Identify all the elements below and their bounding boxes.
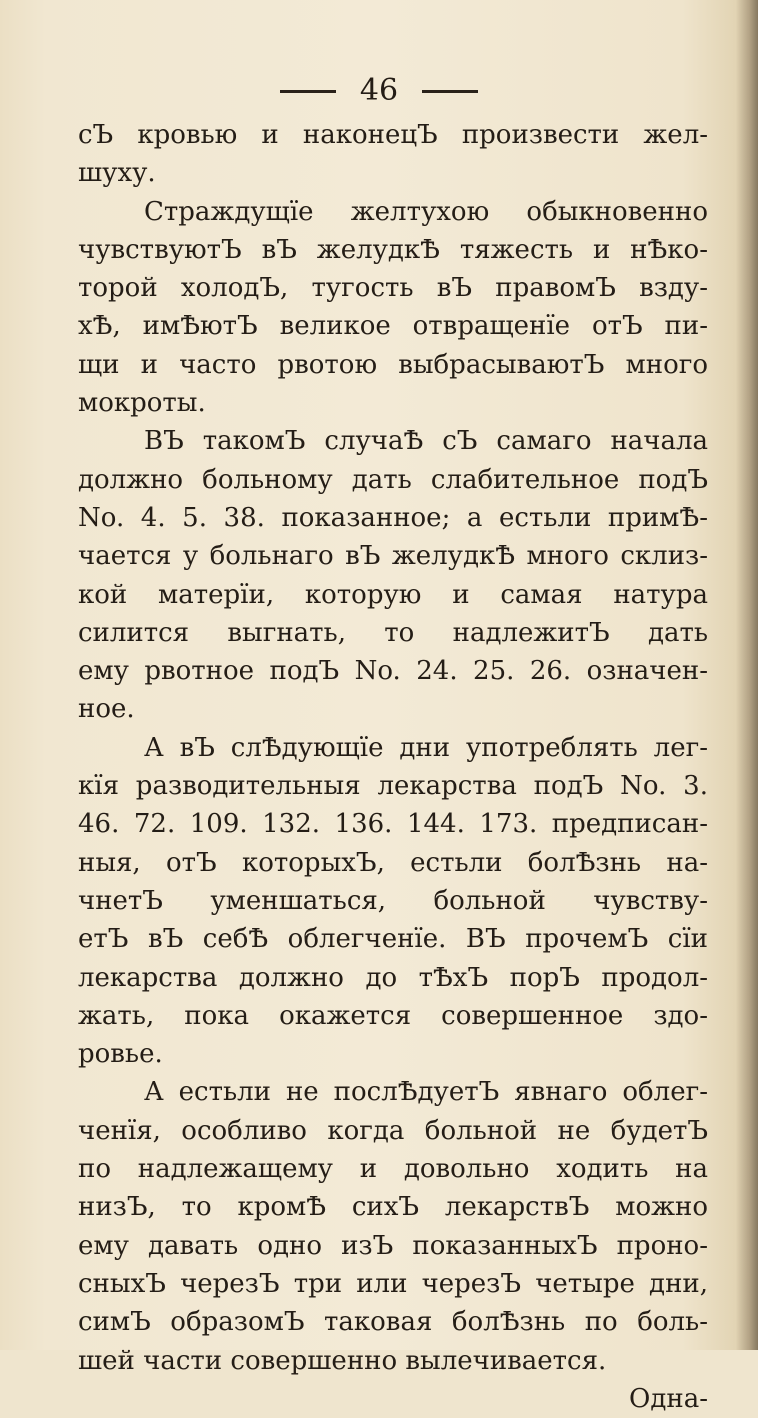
- paragraph-first-line: ВЪ такомЪ случаѢ сЪ самаго начала: [144, 426, 708, 457]
- text-line: чнетЪ уменшаться, больной чувству-: [78, 885, 708, 916]
- text-line: лекарства должно до тѢхЪ порЪ продол-: [78, 962, 708, 993]
- text-line: сныхЪ черезЪ три или черезЪ четыре дни,: [78, 1268, 708, 1299]
- page-number: 46: [359, 73, 399, 108]
- paragraph-first-line: А вЪ слѢдующїе дни употреблять лег-: [144, 732, 708, 763]
- text-line: по надлежащему и довольно ходить на: [78, 1154, 708, 1185]
- text-line: силится выгнать, то надлежитЪ дать: [78, 617, 708, 648]
- text-line: No. 4. 5. 38. показанное; а естьли примѢ-: [78, 502, 708, 533]
- text-line: ему давать одно изЪ показанныхЪ проно-: [78, 1230, 708, 1261]
- header-dash-right: [422, 90, 478, 93]
- text-line: ему рвотное подЪ No. 24. 25. 26. означен-: [78, 656, 708, 687]
- text-line: должно больному дать слабительное подЪ: [78, 464, 708, 495]
- text-line: хѢ, имѢютЪ великое отвращенїе отЪ пи-: [78, 311, 708, 342]
- text-line: жать, пока окажется совершенное здо-: [78, 1000, 708, 1031]
- text-line: шуху.: [78, 158, 156, 189]
- text-line: щи и часто рвотою выбрасываютЪ много: [78, 349, 708, 380]
- text-line: торой холодЪ, тугость вЪ правомЪ взду-: [78, 273, 708, 304]
- text-line: ное.: [78, 694, 135, 725]
- text-line: ныя, отЪ которыхЪ, естьли болѢзнь на-: [78, 847, 708, 878]
- text-line: ченїя, особливо когда больной не будетЪ: [78, 1115, 708, 1146]
- header-dash-left: [280, 90, 336, 93]
- text-line: чувствуютЪ вЪ желудкѢ тяжесть и нѢко-: [78, 234, 708, 265]
- text-line: кой матерїи, которую и самая натура: [78, 579, 708, 610]
- text-line: мокроты.: [78, 388, 206, 419]
- text-line: кїя разводительныя лекарства подЪ No. 3.: [78, 771, 708, 802]
- page-header: [0, 70, 758, 110]
- paragraph-first-line: А естьли не послѢдуетЪ явнаго облег-: [144, 1077, 708, 1108]
- page-gutter-shadow: [736, 0, 758, 1350]
- text-line: симЪ образомЪ таковая болѢзнь по боль-: [78, 1307, 708, 1338]
- text-line: ровье.: [78, 1039, 163, 1070]
- text-line: 46. 72. 109. 132. 136. 144. 173. предписан-: [78, 809, 708, 840]
- text-line: низЪ, то кромѢ сихЪ лекарствЪ можно: [78, 1192, 708, 1223]
- text-line: шей части совершенно вылечивается.: [78, 1345, 607, 1376]
- text-line: етЪ вЪ себѢ облегченїе. ВЪ прочемЪ сїи: [78, 924, 708, 955]
- text-line: сЪ кровью и наконецЪ произвести жел-: [78, 120, 708, 150]
- text-line: чается у больнаго вЪ желудкѢ много склиз-: [78, 541, 708, 572]
- catchword: Одна-: [629, 1383, 708, 1414]
- body-text: [78, 116, 708, 1418]
- paragraph-first-line: Страждущїе желтухою обыкновенно: [144, 196, 708, 227]
